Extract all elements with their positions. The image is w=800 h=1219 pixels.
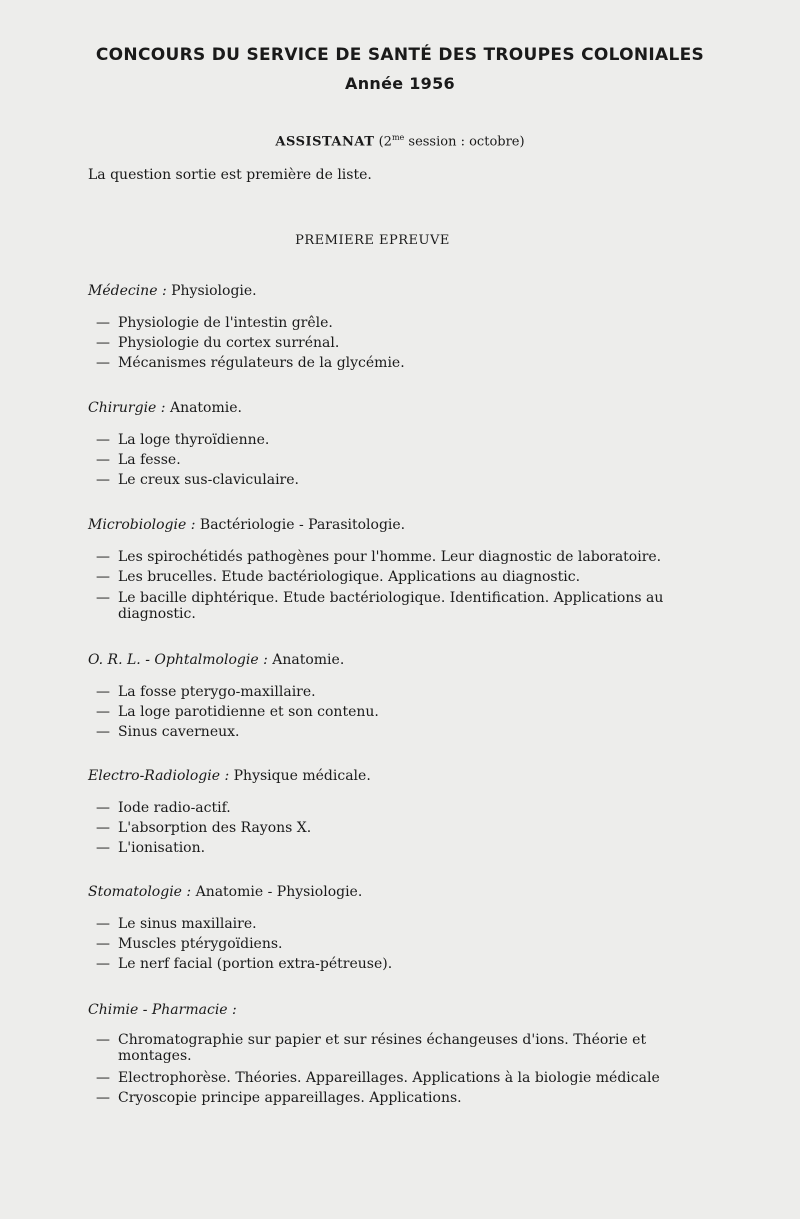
dash: — — [96, 472, 110, 488]
item-text: La fosse pterygo-maxillaire. — [118, 684, 316, 700]
item-text: La loge parotidienne et son contenu. — [118, 704, 379, 720]
dash: — — [96, 432, 110, 448]
list-item — [88, 547, 718, 567]
list-item — [88, 682, 688, 702]
session-open: (2 — [378, 134, 392, 150]
list-item — [88, 914, 688, 934]
dash: — — [96, 820, 110, 836]
section-topic: Physique médicale. — [233, 768, 371, 784]
section-subject: Electro-Radiologie : — [88, 768, 230, 784]
dash: — — [96, 355, 110, 371]
item-text: Cryoscopie principe appareillages. Applications. — [118, 1090, 462, 1106]
list-item — [88, 818, 688, 838]
section-medecine — [88, 283, 688, 373]
section-subject: Chirurgie : — [88, 400, 166, 416]
item-text: Les spirochétidés pathogènes pour l'homme. Leur diagnostic de laboratoire. — [118, 549, 662, 565]
dash: — — [96, 549, 110, 565]
document-year: Année 1956 — [345, 74, 455, 93]
list-item — [88, 702, 688, 722]
dash: — — [96, 315, 110, 331]
item-text: Electrophorèse. Théories. Appareillages. Applications à la biologie médicale — [118, 1070, 660, 1086]
list-item — [88, 450, 688, 470]
list-item — [88, 934, 688, 954]
list-item — [88, 798, 688, 818]
list-item — [88, 313, 688, 333]
list-item — [88, 430, 688, 450]
dash: — — [96, 569, 110, 585]
dash: — — [96, 704, 110, 720]
dash: — — [96, 1032, 110, 1048]
item-text: L'ionisation. — [118, 840, 206, 856]
item-text: Physiologie de l'intestin grêle. — [118, 315, 333, 331]
list-item — [88, 590, 718, 622]
epreuve-heading: PREMIERE EPREUVE — [295, 233, 450, 248]
section-subject: Microbiologie : — [88, 517, 196, 533]
dash: — — [96, 590, 110, 606]
item-text: Muscles ptérygoïdiens. — [118, 936, 283, 952]
list-item — [88, 1032, 718, 1064]
item-text: Les brucelles. Etude bactériologique. Applications au diagnostic. — [118, 569, 581, 585]
dash: — — [96, 724, 110, 740]
section-chirurgie — [88, 400, 688, 490]
list-item — [88, 722, 688, 742]
dash: — — [96, 684, 110, 700]
dash: — — [96, 956, 110, 972]
section-orl — [88, 652, 688, 742]
item-text: Le creux sus-claviculaire. — [118, 472, 299, 488]
section-topic: Bactériologie - Parasitologie. — [199, 517, 406, 533]
section-subject: Chimie - Pharmacie : — [88, 1002, 237, 1018]
section-microbiologie — [88, 517, 718, 622]
list-item — [88, 470, 688, 490]
section-topic: Physiologie. — [171, 283, 257, 299]
section-chimie-pharmacie — [88, 1002, 738, 1108]
list-item — [88, 333, 688, 353]
session-sup: me — [391, 133, 405, 142]
list-item — [88, 1088, 688, 1108]
section-stomatologie — [88, 884, 688, 974]
item-text: Iode radio-actif. — [118, 800, 231, 816]
item-text: L'absorption des Rayons X. — [118, 820, 312, 836]
section-subject: Stomatologie : — [88, 884, 192, 900]
list-item — [88, 954, 688, 974]
section-subject: Médecine : — [88, 283, 167, 299]
note-text: La question sortie est première de liste. — [88, 167, 372, 183]
section-topic: Anatomie. — [169, 400, 242, 416]
section-topic: Anatomie. — [272, 652, 345, 668]
list-item — [88, 353, 688, 373]
item-text: Sinus caverneux. — [118, 724, 240, 740]
dash: — — [96, 800, 110, 816]
dash: — — [96, 1090, 110, 1106]
item-text: Chromatographie sur papier et sur résines échangeuses d'ions. Théorie et montages. — [118, 1032, 647, 1064]
session-line — [0, 133, 800, 149]
list-item — [88, 1068, 738, 1088]
dash: — — [96, 840, 110, 856]
dash: — — [96, 916, 110, 932]
item-text: Le bacille diphtérique. Etude bactériologique. Identification. Applications au diagnostic. — [118, 590, 664, 622]
dash: — — [96, 1070, 110, 1086]
item-text: Le nerf facial (portion extra-pétreuse). — [118, 956, 393, 972]
list-item — [88, 838, 688, 858]
section-electro-radiologie — [88, 768, 688, 858]
item-text: Le sinus maxillaire. — [118, 916, 257, 932]
dash: — — [96, 936, 110, 952]
section-topic: Anatomie - Physiologie. — [195, 884, 363, 900]
session-rest: session : octobre) — [404, 134, 525, 150]
list-item — [88, 567, 718, 587]
dash: — — [96, 335, 110, 351]
dash: — — [96, 452, 110, 468]
session-label: ASSISTANAT — [275, 134, 375, 150]
item-text: La fesse. — [118, 452, 181, 468]
section-subject: O. R. L. - Ophtalmologie : — [88, 652, 268, 668]
item-text: Physiologie du cortex surrénal. — [118, 335, 340, 351]
item-text: Mécanismes régulateurs de la glycémie. — [118, 355, 405, 371]
document-title: CONCOURS DU SERVICE DE SANTÉ DES TROUPES COLONIALES — [95, 45, 705, 65]
item-text: La loge thyroïdienne. — [118, 432, 270, 448]
